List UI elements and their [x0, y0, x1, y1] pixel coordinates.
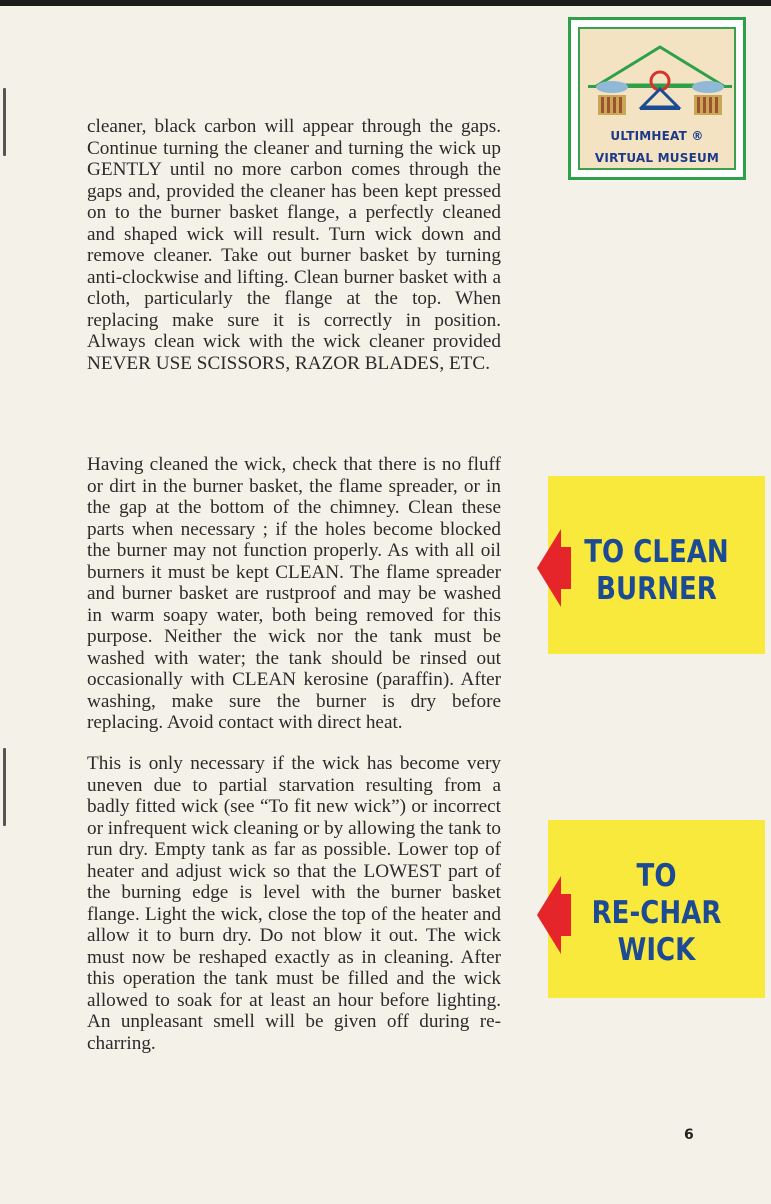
section-label-re-char-wick — [548, 820, 765, 998]
section-title-line: WICK — [617, 932, 696, 968]
left-arrow-icon — [537, 872, 573, 958]
logo-text-line2: VIRTUAL MUSEUM — [594, 151, 720, 165]
section-title-line: TO CLEAN — [584, 534, 729, 570]
page-top-edge — [0, 0, 771, 6]
ultimheat-logo — [568, 17, 746, 180]
paragraph-re-char-wick: This is only necessary if the wick has become very uneven due to partial starvation resulting from a badly fitted wick (see “To fit new wick”) or incorrect or infrequent wick cleaning or by allowing the tank to run dry. Empty tank as far as possible. Lower top of heater and adjust wick so that the LOWEST part of the burning edge is level with the burner basket flange. Light the wick, close the top of the heater and allow it to burn dry. Do not blow it out. The wick must now be reshaped exactly as in cleaning. After this operation the tank must be filled and the wick allowed to soak for at least an hour before lighting. An unpleasant smell will be given off during re-charring. — [87, 753, 502, 1054]
section-title-line: BURNER — [596, 571, 717, 607]
logo-panel — [578, 27, 736, 170]
section-title — [565, 858, 747, 969]
paragraph-wick-cleaning: cleaner, black carbon will appear through the gaps. Continue turning the cleaner and turning the wick up GENTLY until no more carbon comes through the gaps and, provided the cleaner has been kept pressed on to the burner basket flange, a perfectly cleaned and shaped wick will result. Turn wick down and remove cleaner. Take out burner basket by turning anti-clockwise and lifting. Clean burner basket with a cloth, particularly the flange at the top. When replacing make sure it is correctly in position. Always clean wick with the wick cleaner provided NEVER USE SCISSORS, RAZOR BLADES, ETC. — [87, 116, 501, 374]
page-number: 6 — [684, 1127, 694, 1143]
section-label-clean-burner — [548, 476, 765, 654]
section-title — [565, 534, 747, 608]
museum-temple-icon — [580, 29, 740, 129]
section-title-line: TO — [636, 858, 677, 894]
logo-text-line1: ULTIMHEAT ® — [610, 129, 704, 143]
binding-mark — [3, 88, 6, 156]
section-title-line: RE-CHAR — [591, 895, 722, 931]
paragraph-clean-burner: Having cleaned the wick, check that there is no fluff or dirt in the burner basket, the flame spreader, or in the gap at the bottom of the chimney. Clean these parts when necessary ; if the holes become blocked the burner may not function properly. As with all oil burners it must be kept CLEAN. The flame spreader and burner basket are rustproof and may be washed in warm soapy water, both being removed for this purpose. Neither the wick nor the tank must be washed with water; the tank should be rinsed out occasionally with CLEAN kerosine (paraffin). After washing, make sure the burner is dry before replacing. Avoid contact with direct heat. — [87, 454, 501, 733]
left-arrow-icon — [537, 525, 573, 611]
binding-mark — [3, 748, 6, 826]
